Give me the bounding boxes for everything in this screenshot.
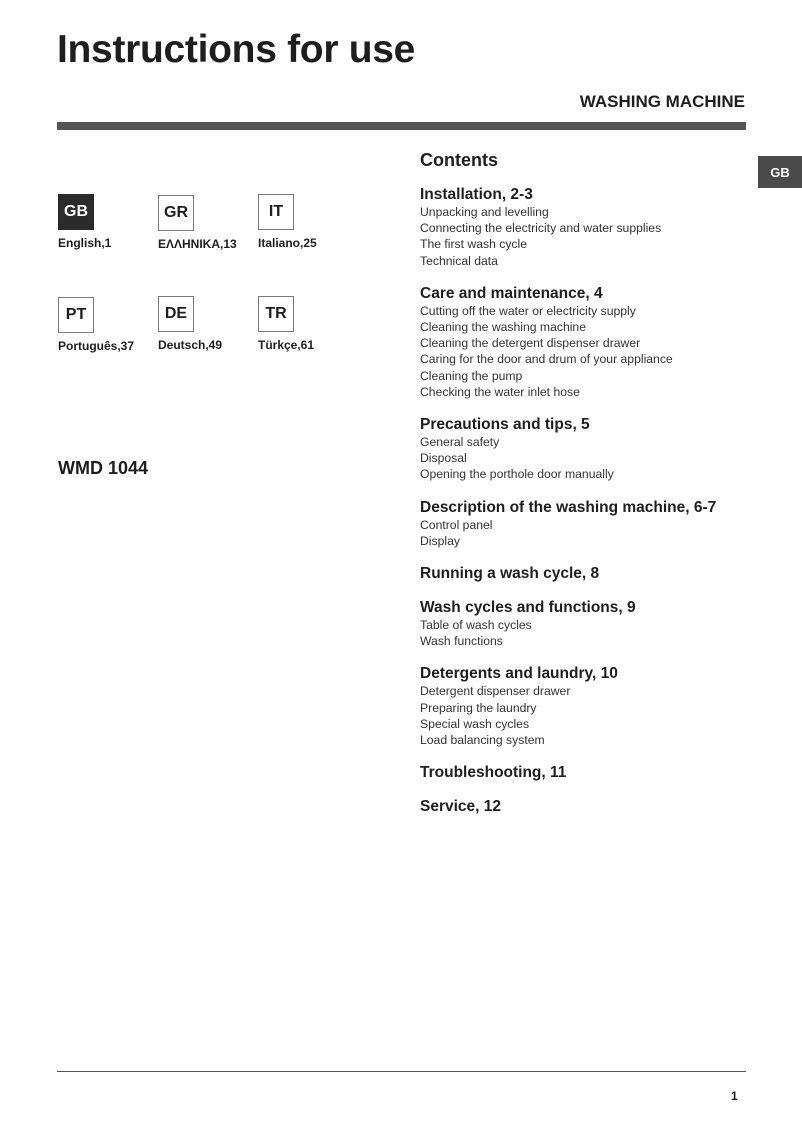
contents-section-title[interactable]: Wash cycles and functions, 9: [420, 599, 636, 617]
contents-item[interactable]: Control panel: [420, 517, 493, 532]
contents-section: [420, 598, 760, 649]
language-label: ΕΛΛΗΝΙΚΑ,13: [158, 237, 237, 251]
product-type-heading: WASHING MACHINE: [579, 92, 745, 111]
language-label: Português,37: [58, 339, 135, 353]
language-entry-it[interactable]: [258, 194, 317, 250]
page-number: 1: [731, 1089, 738, 1103]
language-code-badge: TR: [258, 296, 294, 332]
contents-item[interactable]: Technical data: [420, 253, 498, 268]
contents-item[interactable]: Connecting the electricity and water supplies: [420, 221, 662, 236]
footer-divider: [57, 1071, 746, 1072]
contents-item[interactable]: Checking the water inlet hose: [420, 384, 580, 399]
contents-section: [420, 498, 760, 549]
contents-item[interactable]: Preparing the laundry: [420, 700, 537, 715]
language-code-badge: IT: [258, 194, 294, 230]
header-divider: [57, 122, 746, 130]
language-entry-pt[interactable]: [58, 297, 134, 353]
language-entry-tr[interactable]: [258, 296, 314, 352]
contents-section: [420, 564, 760, 583]
language-label: Italiano,25: [258, 236, 317, 250]
contents-section: [420, 284, 760, 400]
contents-section: [420, 763, 760, 782]
contents-item[interactable]: Detergent dispenser drawer: [420, 684, 571, 699]
contents-item[interactable]: General safety: [420, 435, 500, 450]
contents-item[interactable]: Caring for the door and drum of your appliance: [420, 352, 673, 367]
language-code-badge: GR: [158, 195, 194, 231]
contents-section-list: [420, 185, 760, 816]
contents-item[interactable]: Disposal: [420, 451, 467, 466]
contents-item[interactable]: Cleaning the washing machine: [420, 320, 586, 335]
contents-section-title[interactable]: Service, 12: [420, 798, 502, 816]
contents-section-title[interactable]: Care and maintenance, 4: [420, 284, 603, 302]
contents-item[interactable]: Wash functions: [420, 634, 503, 649]
contents-item[interactable]: The first wash cycle: [420, 237, 528, 252]
contents-section: [420, 185, 760, 269]
language-code-badge: PT: [58, 297, 94, 333]
contents-item[interactable]: Unpacking and levelling: [420, 205, 549, 219]
contents-item[interactable]: Cutting off the water or electricity supply: [420, 303, 636, 318]
language-label: Türkçe,61: [258, 338, 315, 352]
contents-item[interactable]: Display: [420, 533, 460, 548]
contents-item[interactable]: Load balancing system: [420, 733, 545, 748]
contents-section: [420, 664, 760, 748]
contents-section-title[interactable]: Detergents and laundry, 10: [420, 665, 618, 683]
contents-section-title[interactable]: Precautions and tips, 5: [420, 416, 590, 434]
language-code-badge: DE: [158, 296, 194, 332]
contents-heading: Contents: [420, 150, 498, 170]
language-label: English,1: [58, 236, 112, 250]
language-entry-gb[interactable]: [58, 194, 111, 250]
contents-section: [420, 797, 760, 816]
contents-item[interactable]: Cleaning the detergent dispenser drawer: [420, 336, 641, 351]
contents-section-title[interactable]: Installation, 2-3: [420, 186, 533, 203]
contents-item[interactable]: Cleaning the pump: [420, 368, 523, 383]
model-number: WMD 1044: [58, 458, 149, 478]
table-of-contents: [420, 150, 760, 831]
language-label: Deutsch,49: [158, 338, 223, 352]
language-entry-de[interactable]: [158, 296, 222, 352]
contents-section: [420, 415, 760, 483]
language-entry-gr[interactable]: [158, 195, 237, 251]
contents-item[interactable]: Special wash cycles: [420, 716, 530, 731]
language-code-badge: GB: [58, 194, 94, 230]
contents-section-title[interactable]: Running a wash cycle, 8: [420, 565, 600, 583]
contents-item[interactable]: Opening the porthole door manually: [420, 467, 614, 482]
language-side-tab: GB: [758, 156, 802, 188]
contents-item[interactable]: Table of wash cycles: [420, 618, 532, 633]
page-title: Instructions for use: [57, 28, 416, 71]
contents-section-title[interactable]: Description of the washing machine, 6-7: [420, 498, 717, 516]
contents-section-title[interactable]: Troubleshooting, 11: [420, 764, 567, 782]
